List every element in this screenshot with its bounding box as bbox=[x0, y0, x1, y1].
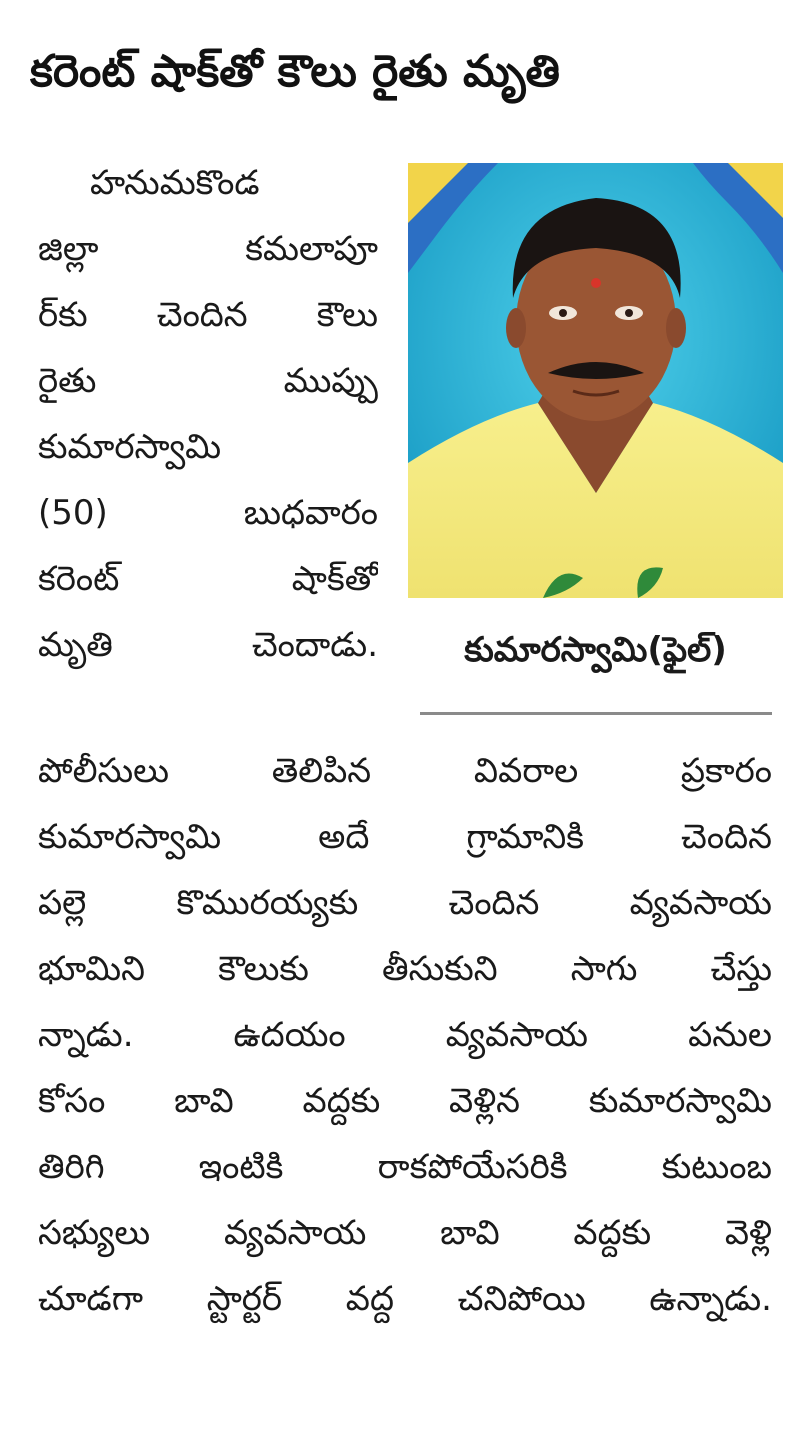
photo-caption: కుమారస్వామి(ఫైల్) bbox=[464, 630, 727, 670]
text-line: ర్‌కు చెందిన కౌలు bbox=[38, 295, 378, 335]
text-line: పోలీసులు తెలిపిన వివరాల ప్రకారం bbox=[38, 751, 772, 791]
text-line: తిరిగి ఇంటికి రాకపోయేసరికి కుటుంబ bbox=[38, 1147, 772, 1187]
text-line: కోసం బావి వద్దకు వెళ్లిన కుమారస్వామి bbox=[38, 1081, 772, 1121]
text-line: సభ్యులు వ్యవసాయ బావి వద్దకు వెళ్లి bbox=[38, 1213, 772, 1253]
text-line: హనుమకొండ bbox=[90, 163, 260, 203]
text-line: (50) బుధవారం bbox=[38, 493, 378, 533]
headline: కరెంట్ షాక్‌తో కౌలు రైతు మృతి bbox=[30, 46, 560, 97]
text-line: జిల్లా కమలాపూ bbox=[38, 229, 378, 269]
portrait-photo-icon bbox=[408, 163, 783, 598]
text-line: రైతు ముప్పు bbox=[38, 361, 378, 401]
caption-divider bbox=[420, 712, 772, 715]
portrait-photo bbox=[408, 163, 783, 598]
text-line: కుమారస్వామి bbox=[38, 427, 222, 467]
text-line: కరెంట్ షాక్‌తో bbox=[38, 559, 378, 599]
article-intro-column bbox=[38, 150, 378, 678]
article-body-column bbox=[38, 738, 772, 1332]
text-line: మృతి చెందాడు. bbox=[38, 625, 378, 665]
text-line: కుమారస్వామి అదే గ్రామానికి చెందిన bbox=[38, 817, 772, 857]
text-line: న్నాడు. ఉదయం వ్యవసాయ పనుల bbox=[38, 1015, 772, 1055]
text-line: చూడగా స్టార్టర్ వద్ద చనిపోయి ఉన్నాడు. bbox=[38, 1279, 772, 1319]
text-line: పల్లె కొమురయ్యకు చెందిన వ్యవసాయ bbox=[38, 883, 772, 923]
text-line: భూమిని కౌలుకు తీసుకుని సాగు చేస్తు bbox=[38, 949, 772, 989]
